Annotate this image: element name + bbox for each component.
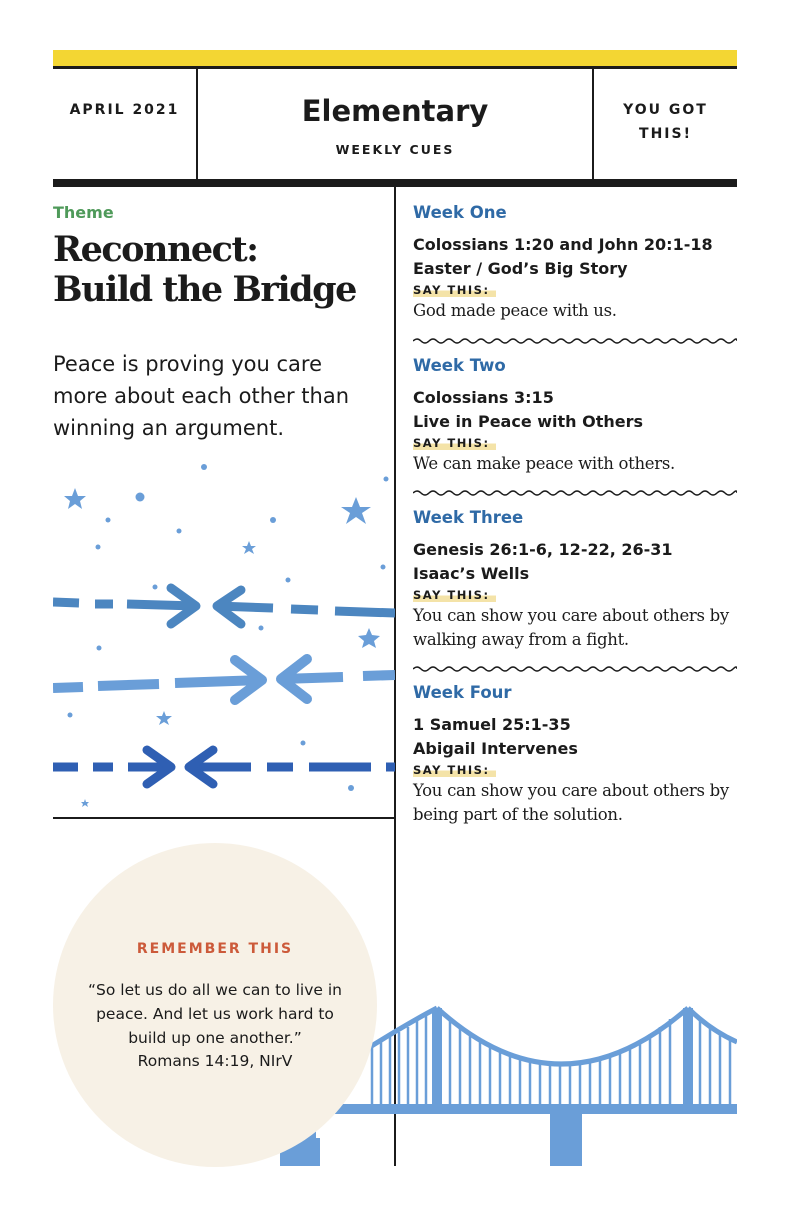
bridge-deck	[335, 1104, 737, 1114]
say-this-text: You can show you care about others by walking away from a fight.	[413, 606, 729, 649]
say-this-text: God made peace with us.	[413, 301, 617, 320]
arrow-pair-bottom	[53, 750, 395, 784]
week-title: Week Three	[413, 508, 524, 527]
week-reference: Colossians 3:15	[413, 388, 554, 407]
theme-description: Peace is proving you care more about each other than winning an argument.	[53, 352, 349, 440]
star-icon	[156, 711, 172, 725]
memory-verse-text: “So let us do all we can to live in peace. And let us work hard to build up one another.”	[87, 981, 343, 1047]
week-story: Isaac’s Wells	[413, 564, 530, 583]
wavy-divider	[413, 488, 737, 498]
memory-verse-reference: Romans 14:19, NIrV	[137, 1052, 293, 1070]
star-icon	[242, 541, 256, 554]
star-icon	[64, 488, 86, 509]
week-reference: Colossians 1:20 and John 20:1-18	[413, 235, 713, 254]
arrows-stars-illustration	[53, 455, 395, 815]
remember-label: REMEMBER THIS	[136, 941, 294, 957]
say-this-text: You can show you care about others by being part of the solution.	[413, 781, 729, 824]
left-section-divider	[53, 817, 395, 819]
header-encouragement: YOU GOT THIS!	[623, 102, 708, 142]
week-reference: Genesis 26:1-6, 12-22, 26-31	[413, 540, 673, 559]
bridge-tower	[432, 1008, 442, 1112]
header-top-rule	[53, 66, 737, 69]
week-story: Abigail Intervenes	[413, 739, 578, 758]
say-this-text: We can make peace with others.	[413, 454, 675, 473]
star-icon	[358, 628, 380, 648]
say-this-label: SAY THIS:	[413, 283, 496, 297]
header-title: Elementary	[301, 94, 489, 128]
header-date: APRIL 2021	[69, 102, 180, 118]
week-story: Live in Peace with Others	[413, 412, 644, 431]
say-this-label: SAY THIS:	[413, 436, 496, 450]
theme-title-line1: Reconnect:	[53, 229, 258, 270]
wavy-divider	[413, 336, 737, 346]
header-bottom-rule	[53, 179, 737, 187]
week-two-section	[413, 356, 737, 476]
theme-title	[53, 230, 383, 310]
star-icon	[81, 799, 89, 807]
bridge-suspenders	[372, 1015, 730, 1104]
say-this-label: SAY THIS:	[413, 763, 496, 777]
bridge-tower	[683, 1008, 693, 1112]
arrow-pair-middle	[53, 659, 395, 700]
week-three-section	[413, 508, 737, 652]
dots-decoration	[68, 464, 389, 791]
wavy-divider	[413, 664, 737, 674]
week-title: Week Four	[413, 683, 512, 702]
week-title: Week Two	[413, 356, 506, 375]
week-title: Week One	[413, 203, 507, 222]
say-this-label: SAY THIS:	[413, 588, 496, 602]
header-subtitle: WEEKLY CUES	[335, 142, 455, 157]
star-icon	[341, 497, 371, 524]
bridge-pier	[550, 1110, 582, 1166]
theme-label: Theme	[53, 203, 114, 222]
week-four-section	[413, 683, 737, 827]
week-reference: 1 Samuel 25:1-35	[413, 715, 571, 734]
header-accent-bar	[53, 50, 737, 66]
arrow-pair-top	[53, 588, 395, 624]
week-one-section	[413, 203, 737, 323]
theme-title-line2: Build the Bridge	[53, 269, 356, 310]
week-story: Easter / God’s Big Story	[413, 259, 628, 278]
